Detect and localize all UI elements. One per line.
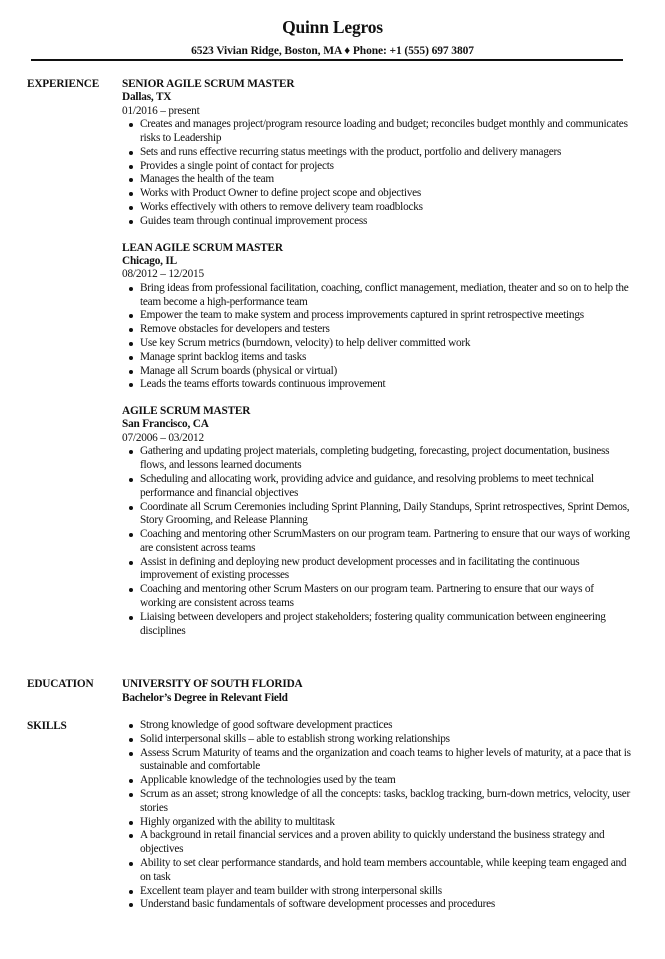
- job-location: San Francisco, CA: [122, 418, 209, 431]
- skills-list: [122, 719, 632, 912]
- bullet-item: [122, 173, 632, 187]
- bullet-item: [122, 282, 632, 310]
- bullet-item: [122, 583, 632, 611]
- bullet-icon: [129, 206, 133, 210]
- skill-text: Scrum as an asset; strong knowledge of all the concepts: tasks, backlog tracking, burn-down metrics, velocity, user stories: [140, 787, 631, 814]
- bullet-icon: [129, 890, 133, 894]
- bullet-icon: [129, 356, 133, 360]
- job-location: Chicago, IL: [122, 254, 177, 267]
- bullet-text: Coaching and mentoring other Scrum Masters on our program team. Partnering to ensure that our ways of working are consistent across teams: [140, 583, 594, 610]
- job-bullets: [122, 118, 632, 228]
- bullet-text: Bring ideas from professional facilitation, coaching, conflict management, mediation, theater and so on to help the team become a high-performance team: [140, 281, 629, 308]
- skill-item: [122, 719, 632, 733]
- skill-item: [122, 774, 632, 788]
- bullet-text: Coaching and mentoring other ScrumMasters on our program team. Partnering to ensure that our ways of working are consistent across teams: [140, 528, 630, 554]
- bullet-icon: [129, 178, 133, 182]
- bullet-item: [122, 201, 632, 215]
- bullet-icon: [129, 588, 133, 592]
- job-bullets: [122, 282, 632, 392]
- skill-item: [122, 829, 632, 857]
- skill-item: [122, 885, 632, 899]
- skill-item: [122, 857, 632, 885]
- bullet-icon: [129, 192, 133, 196]
- bullet-text: Works with Product Owner to define project scope and objectives: [140, 187, 422, 200]
- candidate-name: Quinn Legros: [282, 17, 383, 37]
- bullet-icon: [129, 450, 133, 454]
- skills-body: [122, 719, 632, 912]
- bullet-item: [122, 146, 632, 160]
- skill-item: [122, 747, 632, 775]
- bullet-icon: [129, 342, 133, 346]
- bullet-icon: [129, 752, 133, 756]
- bullet-icon: [129, 793, 133, 797]
- bullet-icon: [129, 370, 133, 374]
- bullet-icon: [129, 314, 133, 318]
- bullet-item: [122, 118, 632, 146]
- bullet-icon: [129, 165, 133, 169]
- bullet-icon: [129, 724, 133, 728]
- bullet-icon: [129, 862, 133, 866]
- bullet-item: [122, 160, 632, 174]
- job-dates: 01/2016 – present: [122, 104, 200, 117]
- skill-text: Highly organized with the ability to multitask: [140, 815, 335, 828]
- job-entry: [122, 241, 632, 393]
- section-label-skills: SKILLS: [27, 720, 67, 732]
- bullet-icon: [129, 561, 133, 565]
- bullet-item: [122, 365, 632, 379]
- bullet-text: Sets and runs effective recurring status meetings with the product, portfolio and delivery managers: [140, 145, 562, 158]
- header-divider: [31, 59, 623, 61]
- bullet-text: Use key Scrum metrics (burndown, velocity) to help deliver committed work: [140, 336, 471, 349]
- skill-text: Solid interpersonal skills – able to establish strong working relationships: [140, 732, 450, 745]
- bullet-text: Gathering and updating project materials, completing budgeting, forecasting, project documentation, business flows, and lessons learned documents: [140, 445, 610, 472]
- bullet-text: Manage all Scrum boards (physical or virtual): [140, 364, 338, 377]
- job-dates: 08/2012 – 12/2015: [122, 268, 204, 281]
- job-title: AGILE SCRUM MASTER: [122, 405, 251, 418]
- bullet-item: [122, 309, 632, 323]
- bullet-icon: [129, 478, 133, 482]
- bullet-item: [122, 445, 632, 473]
- bullet-item: [122, 187, 632, 201]
- section-label-education: EDUCATION: [27, 678, 94, 690]
- bullet-text: Empower the team to make system and process improvements captured in sprint retrospective meetings: [140, 309, 584, 322]
- skill-text: A background in retail financial services and a proven ability to quickly understand the business strategy and objectives: [140, 829, 605, 856]
- experience-body: [122, 77, 632, 650]
- degree: Bachelor’s Degree in Relevant Field: [122, 692, 288, 704]
- bullet-icon: [129, 123, 133, 127]
- bullet-item: [122, 611, 632, 639]
- bullet-icon: [129, 220, 133, 224]
- job-title: LEAN AGILE SCRUM MASTER: [122, 241, 283, 254]
- bullet-item: [122, 378, 632, 392]
- bullet-item: [122, 337, 632, 351]
- bullet-text: Coordinate all Scrum Ceremonies including Sprint Planning, Daily Standups, Sprint retrospectives, Sprint Demos, Story Grooming, and Release Planning: [140, 500, 630, 527]
- school-name: UNIVERSITY OF SOUTH FLORIDA: [122, 678, 303, 690]
- bullet-text: Liaising between developers and project stakeholders; fostering quality communication between engineering disciplines: [140, 610, 606, 637]
- bullet-text: Scheduling and allocating work, providing advice and guidance, and resolving problems to meet technical performance and financial objectives: [140, 472, 594, 499]
- bullet-text: Works effectively with others to remove delivery team roadblocks: [140, 200, 423, 213]
- bullet-text: Provides a single point of contact for projects: [140, 159, 334, 172]
- bullet-icon: [129, 779, 133, 783]
- job-title: SENIOR AGILE SCRUM MASTER: [122, 78, 295, 90]
- skill-text: Understand basic fundamentals of software development processes and procedures: [140, 898, 496, 911]
- section-label-experience: EXPERIENCE: [27, 78, 100, 90]
- bullet-icon: [129, 616, 133, 620]
- bullet-text: Guides team through continual improvement process: [140, 214, 368, 227]
- bullet-item: [122, 323, 632, 337]
- skill-text: Ability to set clear performance standards, and hold team members accountable, while keeping team engaged and on task: [140, 856, 627, 883]
- bullet-icon: [129, 151, 133, 155]
- bullet-icon: [129, 738, 133, 742]
- job-bullets: [122, 445, 632, 638]
- bullet-text: Leads the teams efforts towards continuous improvement: [140, 378, 386, 391]
- bullet-icon: [129, 328, 133, 332]
- bullet-item: [122, 351, 632, 365]
- bullet-icon: [129, 903, 133, 907]
- bullet-icon: [129, 821, 133, 825]
- skill-item: [122, 733, 632, 747]
- skill-text: Applicable knowledge of the technologies used by the team: [140, 774, 396, 787]
- bullet-item: [122, 473, 632, 501]
- job-dates: 07/2006 – 03/2012: [122, 431, 204, 444]
- skill-text: Excellent team player and team builder with strong interpersonal skills: [140, 884, 442, 897]
- bullet-icon: [129, 834, 133, 838]
- job-entry: [122, 77, 632, 229]
- bullet-text: Assist in defining and deploying new product development processes and in facilitating the continuous improvement of existing processes: [140, 555, 580, 582]
- contact-line: 6523 Vivian Ridge, Boston, MA ♦ Phone: +1 (555) 697 3807: [191, 45, 474, 57]
- skill-text: Assess Scrum Maturity of teams and the organization and coach teams to higher levels of maturity, at a pace that is sustainable and comfortable: [140, 746, 631, 773]
- bullet-item: [122, 215, 632, 229]
- skill-text: Strong knowledge of good software development practices: [140, 719, 393, 731]
- skill-item: [122, 788, 632, 816]
- bullet-icon: [129, 506, 133, 510]
- bullet-icon: [129, 533, 133, 537]
- bullet-item: [122, 501, 632, 529]
- bullet-text: Manages the health of the team: [140, 173, 274, 186]
- skill-item: [122, 816, 632, 830]
- bullet-item: [122, 556, 632, 584]
- bullet-item: [122, 528, 632, 556]
- education-body: [122, 677, 632, 705]
- bullet-icon: [129, 383, 133, 387]
- job-entry: [122, 404, 632, 638]
- bullet-text: Creates and manages project/program resource loading and budget; reconciles budget monthly and communicates risks to Leadership: [140, 118, 628, 144]
- bullet-icon: [129, 287, 133, 291]
- bullet-text: Manage sprint backlog items and tasks: [140, 350, 307, 363]
- bullet-text: Remove obstacles for developers and testers: [140, 323, 330, 336]
- job-location: Dallas, TX: [122, 91, 172, 103]
- skill-item: [122, 898, 632, 912]
